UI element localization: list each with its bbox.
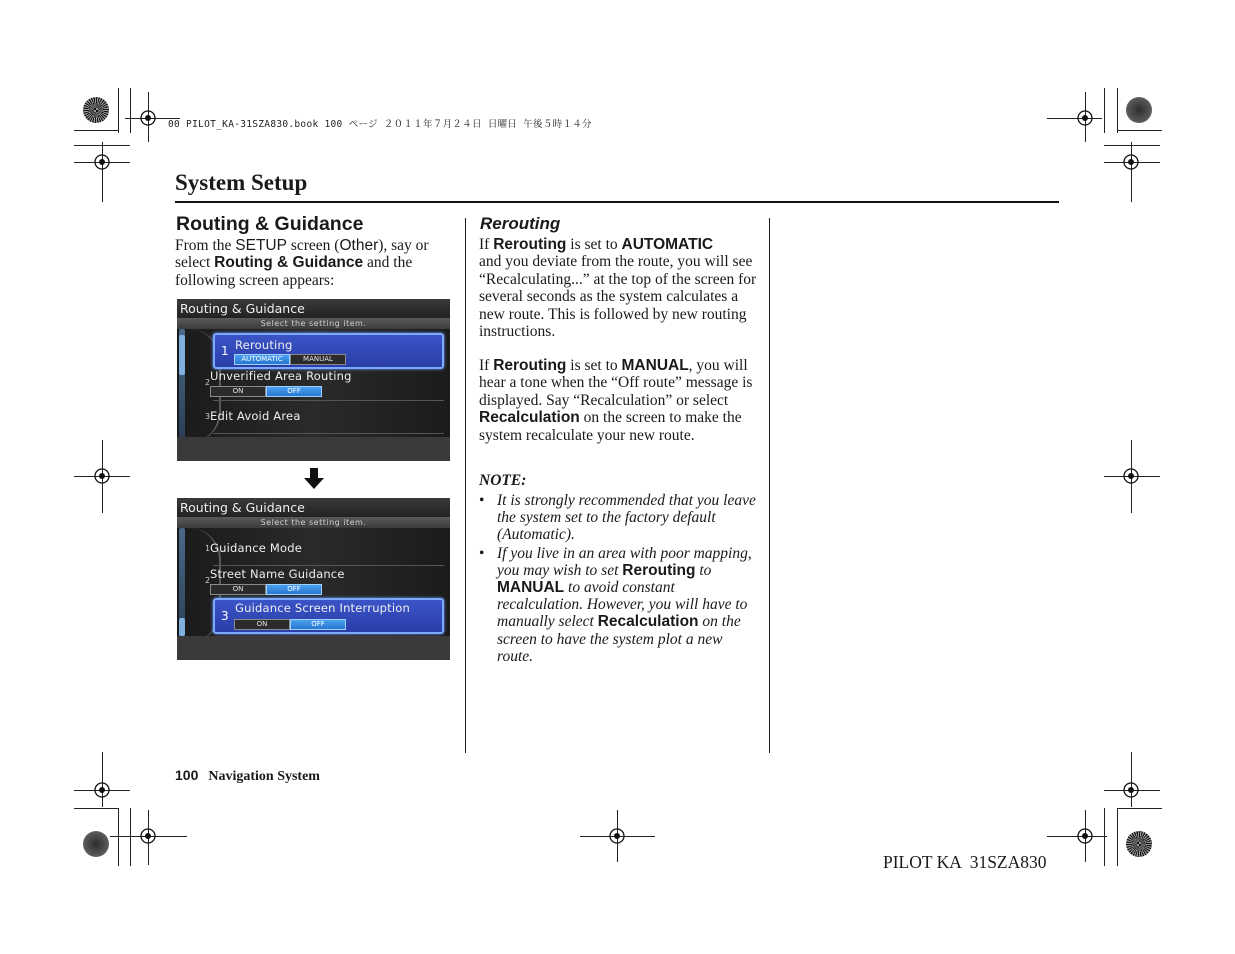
menu-item-unverified-area-routing[interactable]: 2 Unverified Area Routing ON OFF <box>213 369 444 401</box>
option-on[interactable]: ON <box>234 619 290 630</box>
column-divider <box>465 218 466 753</box>
menu-item-guidance-mode[interactable]: 1 Guidance Mode <box>213 534 444 564</box>
intro-paragraph: From the SETUP screen (Other), say or select Routing & Guidance and the following screen appears: <box>175 237 429 289</box>
page-title: System Setup <box>175 170 308 195</box>
screen-title: Routing & Guidance <box>177 299 450 318</box>
scrollbar-thumb <box>179 618 185 636</box>
menu-item-guidance-screen-interruption[interactable]: 3 Guidance Screen Interruption ON OFF <box>213 598 444 634</box>
column-divider <box>769 218 770 753</box>
section-heading: Routing & Guidance <box>176 213 364 235</box>
title-rule <box>175 201 1059 203</box>
print-header: 00 PILOT_KA-31SZA830.book 100 ページ ２０１１年７月２４日 日曜日 午後５時１４分 <box>168 119 592 130</box>
option-off[interactable]: OFF <box>266 386 322 397</box>
screen-title: Routing & Guidance <box>177 498 450 517</box>
screen-subtitle: Select the setting item. <box>177 318 450 329</box>
option-off[interactable]: OFF <box>290 619 346 630</box>
note-list <box>479 492 757 665</box>
screen-subtitle: Select the setting item. <box>177 517 450 528</box>
nav-screen-before <box>177 299 450 461</box>
option-automatic[interactable]: AUTOMATIC <box>234 354 290 365</box>
page-number: 100 <box>175 767 199 783</box>
footer-section: Navigation System <box>208 769 320 784</box>
note-heading: NOTE: <box>479 472 527 489</box>
page-footer <box>175 767 320 785</box>
subheading-rerouting: Rerouting <box>480 214 561 233</box>
menu-item-street-name-guidance[interactable]: 2 Street Name Guidance ON OFF <box>205 567 345 593</box>
menu-item-rerouting[interactable]: 1 Rerouting AUTOMATIC MANUAL <box>213 333 444 369</box>
model-code: PILOT KA 31SZA830 <box>883 852 1047 872</box>
nav-screen-after <box>177 498 450 660</box>
option-on[interactable]: ON <box>210 386 266 397</box>
note-item: • If you live in an area with poor mapping, you may wish to set Rerouting to MANUAL to avoid constant recalculation. However, you will have to manually select Recalculation on the screen to have the system plot a new route. <box>479 544 752 665</box>
arrow-down-icon <box>302 467 326 491</box>
option-on[interactable]: ON <box>210 584 266 595</box>
scrollbar-thumb <box>179 335 185 375</box>
option-off[interactable]: OFF <box>266 584 322 595</box>
rerouting-manual-paragraph: If Rerouting is set to MANUAL, you will hear a tone when the “Off route” message is displayed. Say “Recalculation” or select Recalculation on the screen to make the system recalculate your new route. <box>479 357 753 444</box>
note-item: • It is strongly recommended that you leave the system set to the factory default (Automatic). <box>479 492 756 544</box>
rerouting-automatic-paragraph: If Rerouting is set to AUTOMATIC and you deviate from the route, you will see “Recalculating...” at the top of the screen for several seconds as the system calculates a new route. This is followed by new routing instructions. <box>479 236 757 341</box>
option-manual[interactable]: MANUAL <box>290 354 346 365</box>
menu-item-edit-avoid-area[interactable]: 3 Edit Avoid Area <box>213 407 444 435</box>
